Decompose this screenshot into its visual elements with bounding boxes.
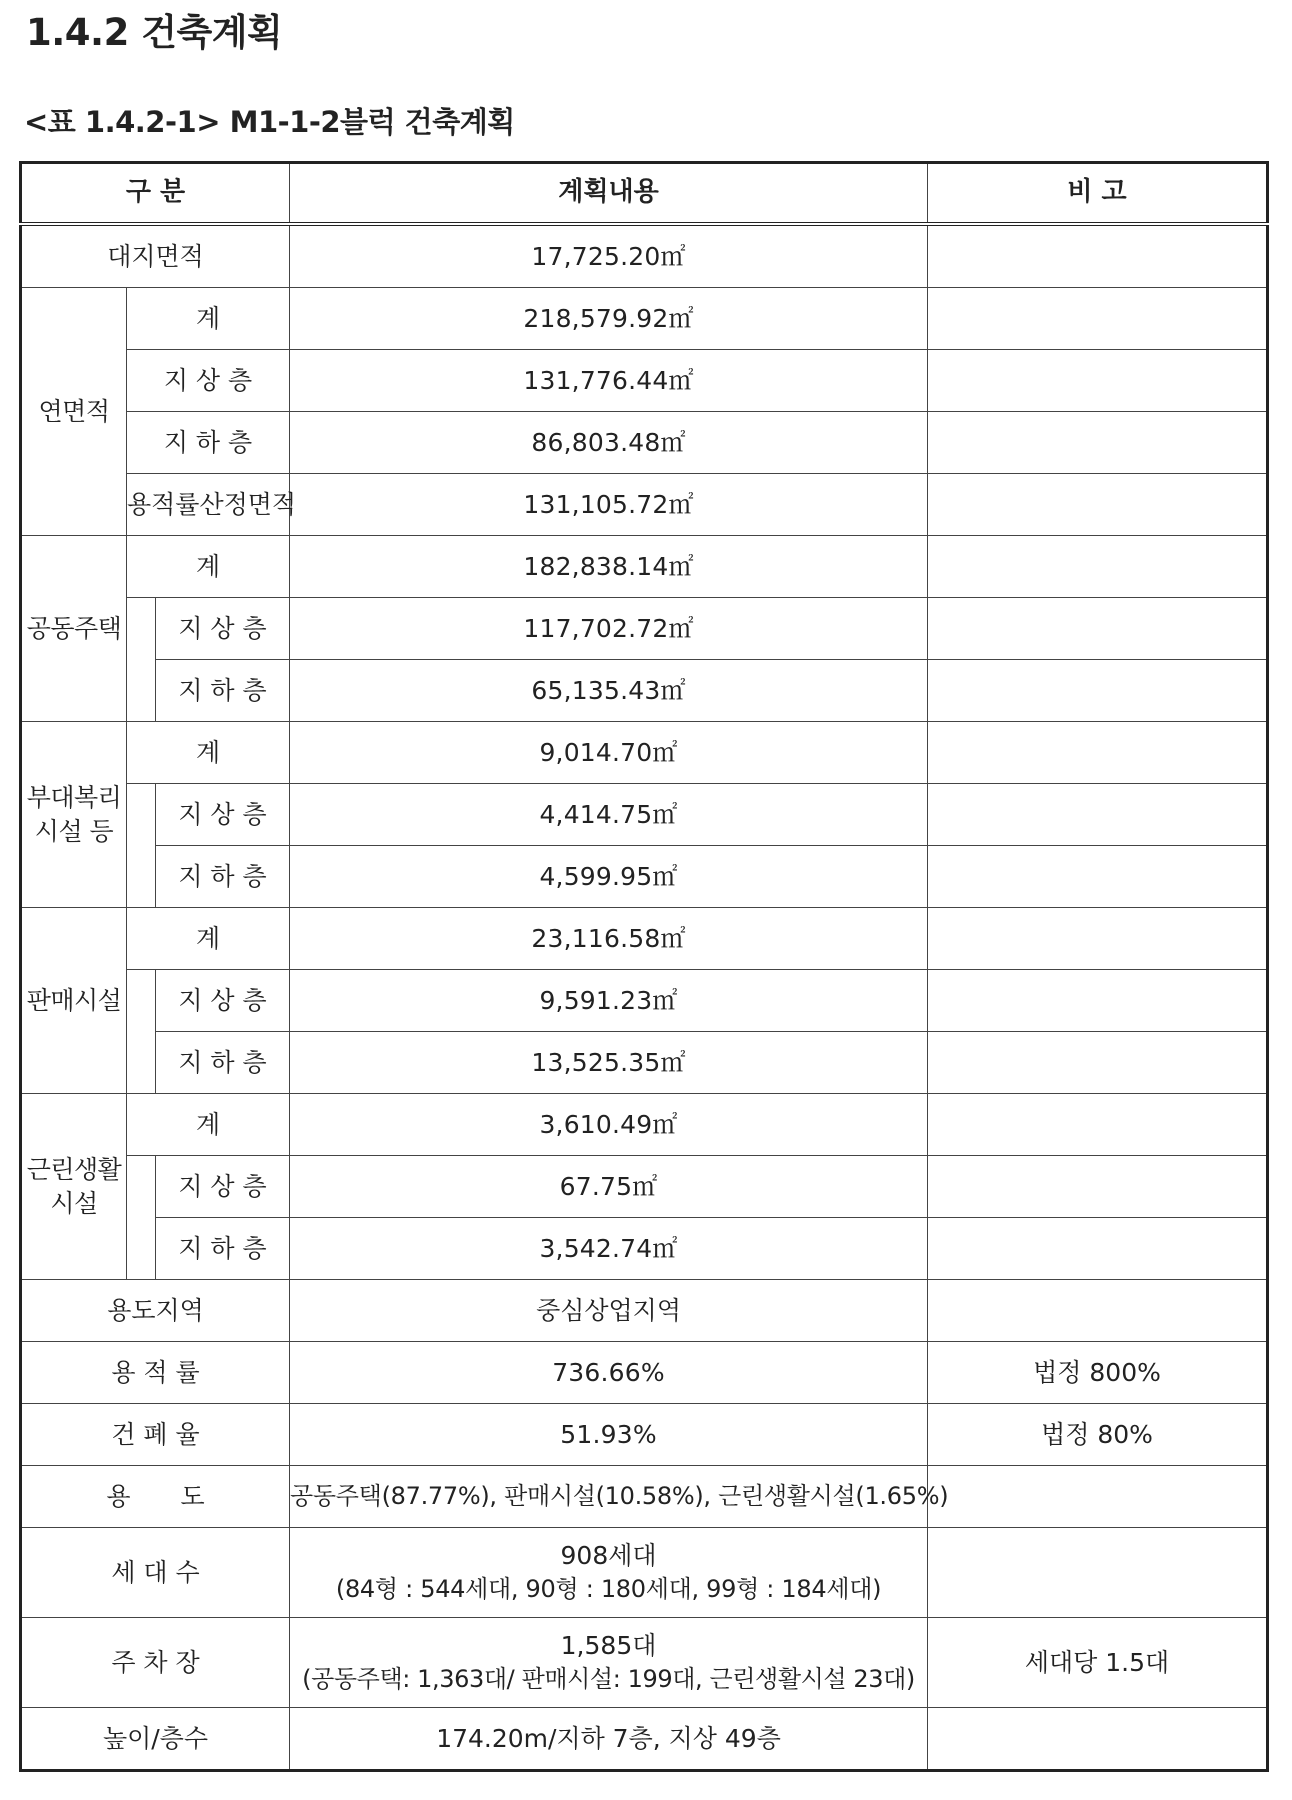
parking-value	[290, 1618, 928, 1708]
note-cell	[928, 1094, 1268, 1156]
floor-area-below-value: 86,803.48㎡	[290, 412, 928, 474]
note-cell	[928, 598, 1268, 660]
group-below-row	[21, 1032, 1268, 1094]
group-label-line: 공동주택	[26, 613, 122, 643]
note-cell	[928, 288, 1268, 350]
parking-count: 1,585대	[560, 1631, 657, 1661]
group-above-label: 지 상 층	[156, 598, 290, 660]
site-area-value: 17,725.20㎡	[290, 224, 928, 288]
group-above-value: 9,591.23㎡	[290, 970, 928, 1032]
indent-spacer	[127, 1156, 156, 1280]
use-note	[928, 1466, 1268, 1528]
far-note: 법정 800%	[928, 1342, 1268, 1404]
use-row	[21, 1466, 1268, 1528]
group-total-value: 23,116.58㎡	[290, 908, 928, 970]
header-category: 구 분	[21, 163, 290, 225]
note-cell	[928, 474, 1268, 536]
far-row	[21, 1342, 1268, 1404]
group-below-row	[21, 660, 1268, 722]
group-below-value: 4,599.95㎡	[290, 846, 928, 908]
section-title: 1.4.2 건축계획	[26, 11, 283, 54]
parking-breakdown: (공동주택: 1,363대/ 판매시설: 199대, 근린생활시설 23대)	[302, 1665, 915, 1694]
households-value	[290, 1528, 928, 1618]
group-above-label: 지 상 층	[156, 970, 290, 1032]
group-total-label: 계	[127, 908, 290, 970]
group-above-value: 117,702.72㎡	[290, 598, 928, 660]
height-label: 높이/층수	[21, 1708, 290, 1771]
group-label-line: 시설	[50, 1188, 98, 1218]
site-area-row	[21, 224, 1268, 288]
parking-label: 주 차 장	[21, 1618, 290, 1708]
use-label: 용 도	[21, 1466, 290, 1528]
note-cell	[928, 908, 1268, 970]
households-note	[928, 1528, 1268, 1618]
note-cell	[928, 350, 1268, 412]
table-caption: <표 1.4.2-1> M1-1-2블럭 건축계획	[24, 105, 515, 139]
site-area-label: 대지면적	[21, 224, 290, 288]
group-label	[21, 722, 127, 908]
group-above-label: 지 상 층	[156, 784, 290, 846]
group-above-value: 4,414.75㎡	[290, 784, 928, 846]
bcr-label: 건 폐 율	[21, 1404, 290, 1466]
building-plan-table	[19, 161, 1269, 1772]
bcr-note: 법정 80%	[928, 1404, 1268, 1466]
group-total-value: 3,610.49㎡	[290, 1094, 928, 1156]
floor-area-far-row	[21, 474, 1268, 536]
use-value: 공동주택(87.77%), 판매시설(10.58%), 근린생활시설(1.65%)	[290, 1466, 928, 1528]
floor-area-label: 연면적	[21, 288, 127, 536]
group-total-value: 182,838.14㎡	[290, 536, 928, 598]
floor-area-far-label: 용적률산정면적	[127, 474, 290, 536]
floor-area-total-label: 계	[127, 288, 290, 350]
group-below-label: 지 하 층	[156, 660, 290, 722]
zoning-value: 중심상업지역	[290, 1280, 928, 1342]
group-below-label: 지 하 층	[156, 1032, 290, 1094]
group-below-value: 3,542.74㎡	[290, 1218, 928, 1280]
note-cell	[928, 660, 1268, 722]
indent-spacer	[127, 598, 156, 722]
group-above-row	[21, 970, 1268, 1032]
group-above-label: 지 상 층	[156, 1156, 290, 1218]
note-cell	[928, 970, 1268, 1032]
indent-spacer	[127, 784, 156, 908]
parking-row	[21, 1618, 1268, 1708]
note-cell	[928, 1156, 1268, 1218]
zoning-row	[21, 1280, 1268, 1342]
note-cell	[928, 1032, 1268, 1094]
group-label-line: 판매시설	[26, 985, 122, 1015]
group-below-value: 65,135.43㎡	[290, 660, 928, 722]
group-label-line: 시설 등	[34, 816, 114, 846]
zoning-label: 용도지역	[21, 1280, 290, 1342]
note-cell	[928, 1218, 1268, 1280]
households-count: 908세대	[560, 1541, 657, 1571]
group-below-label: 지 하 층	[156, 846, 290, 908]
households-breakdown: (84형 : 544세대, 90형 : 180세대, 99형 : 184세대)	[335, 1575, 882, 1604]
site-area-note	[928, 224, 1268, 288]
group-total-row	[21, 536, 1268, 598]
households-label: 세 대 수	[21, 1528, 290, 1618]
group-label	[21, 1094, 127, 1280]
floor-area-total-row	[21, 288, 1268, 350]
height-row	[21, 1708, 1268, 1771]
group-total-label: 계	[127, 722, 290, 784]
group-total-value: 9,014.70㎡	[290, 722, 928, 784]
group-label-line: 근린생활	[26, 1154, 122, 1184]
group-total-label: 계	[127, 1094, 290, 1156]
group-below-value: 13,525.35㎡	[290, 1032, 928, 1094]
floor-area-above-row	[21, 350, 1268, 412]
group-below-row	[21, 1218, 1268, 1280]
group-label	[21, 536, 127, 722]
note-cell	[928, 412, 1268, 474]
far-label: 용 적 률	[21, 1342, 290, 1404]
floor-area-below-label: 지 하 층	[127, 412, 290, 474]
floor-area-above-label: 지 상 층	[127, 350, 290, 412]
group-below-label: 지 하 층	[156, 1218, 290, 1280]
group-above-row	[21, 784, 1268, 846]
group-total-row	[21, 1094, 1268, 1156]
zoning-note	[928, 1280, 1268, 1342]
households-row	[21, 1528, 1268, 1618]
group-label	[21, 908, 127, 1094]
group-above-row	[21, 598, 1268, 660]
bcr-row	[21, 1404, 1268, 1466]
parking-note: 세대당 1.5대	[928, 1618, 1268, 1708]
group-label-line: 부대복리	[26, 782, 122, 812]
note-cell	[928, 722, 1268, 784]
bcr-value: 51.93%	[290, 1404, 928, 1466]
floor-area-above-value: 131,776.44㎡	[290, 350, 928, 412]
floor-area-far-value: 131,105.72㎡	[290, 474, 928, 536]
group-above-value: 67.75㎡	[290, 1156, 928, 1218]
floor-area-below-row	[21, 412, 1268, 474]
height-value: 174.20m/지하 7층, 지상 49층	[290, 1708, 928, 1771]
group-total-row	[21, 722, 1268, 784]
note-cell	[928, 784, 1268, 846]
group-total-label: 계	[127, 536, 290, 598]
note-cell	[928, 536, 1268, 598]
far-value: 736.66%	[290, 1342, 928, 1404]
group-total-row	[21, 908, 1268, 970]
group-above-row	[21, 1156, 1268, 1218]
header-row	[21, 163, 1268, 225]
group-below-row	[21, 846, 1268, 908]
indent-spacer	[127, 970, 156, 1094]
note-cell	[928, 846, 1268, 908]
height-note	[928, 1708, 1268, 1771]
header-note: 비 고	[928, 163, 1268, 225]
floor-area-total-value: 218,579.92㎡	[290, 288, 928, 350]
header-content: 계획내용	[290, 163, 928, 225]
